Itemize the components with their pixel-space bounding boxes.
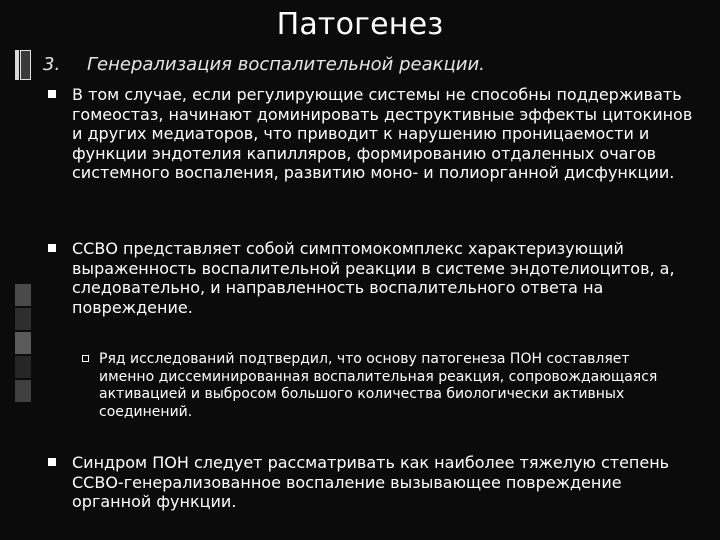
square-bullet-icon	[48, 458, 56, 466]
decor-bar	[15, 308, 31, 330]
bullet-text: ССВО представляет собой симптомокомплекс характеризующий выраженность воспалительной реакции в системе эндотелиоцитов, а, следовательно, и направленность воспалительного ответа на повреждение.	[72, 239, 675, 317]
bullet-item	[48, 85, 698, 183]
bullet-item	[48, 453, 698, 512]
sub-bullet-item	[82, 351, 682, 421]
slide-title: Патогенез	[276, 7, 444, 42]
square-bullet-icon	[48, 244, 56, 252]
decor-bar	[15, 356, 31, 378]
bullet-item	[48, 239, 698, 317]
subtitle-number: 3.	[43, 54, 61, 75]
square-bullet-icon	[48, 90, 56, 98]
decor-bar	[15, 332, 31, 354]
decor-bar	[15, 380, 31, 402]
sub-bullet-text: Ряд исследований подтвердил, что основу патогенеза ПОН составляет именно диссеминированная воспалительная реакция, сопровождающаяся активацией и выбросом большого количества биологически активных соединений.	[99, 351, 658, 420]
decor-bar	[15, 284, 31, 306]
hollow-square-bullet-icon	[82, 355, 89, 362]
bullet-text: Синдром ПОН следует рассматривать как наиболее тяжелую степень ССВО-генерализованное воспаление вызывающее повреждение органной функции.	[72, 453, 670, 511]
slide-subtitle	[43, 52, 703, 78]
decor-bar	[20, 50, 31, 80]
subtitle-text: Генерализация воспалительной реакции.	[87, 54, 485, 75]
bullet-text: В том случае, если регулирующие системы не способны поддерживать гомеостаз, начинают доминировать деструктивные эффекты цитокинов и других медиаторов, что приводит к нарушению проницаемости и функции эндотелия капилляров, формированию отдаленных очагов системного воспаления, развитию моно- и полиорганной дисфункции.	[72, 85, 693, 182]
decor-bar	[15, 50, 19, 80]
